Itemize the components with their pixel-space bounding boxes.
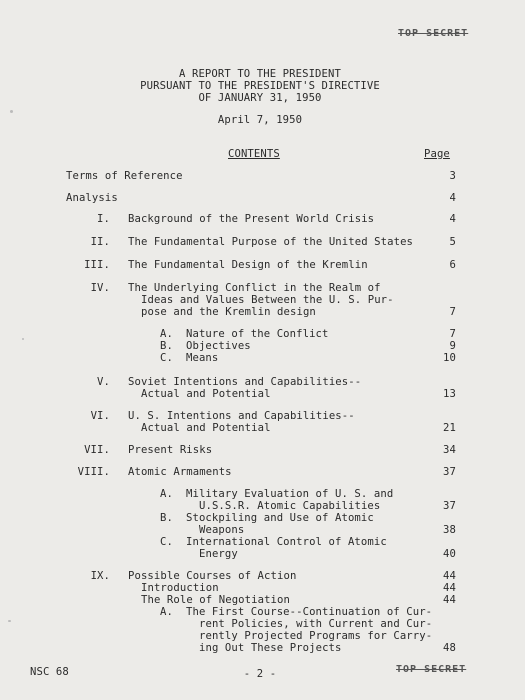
contents-title: CONTENTS: [228, 148, 280, 160]
entry-v-line-1: Soviet Intentions and Capabilities--: [128, 376, 362, 388]
entry-ix-text: Possible Courses of Action: [128, 570, 297, 582]
entry-viii-b-page: 38: [443, 524, 456, 536]
entry-ix-intro-page: 44: [443, 582, 456, 594]
header-line-1: A REPORT TO THE PRESIDENT: [179, 68, 341, 80]
entry-vi-page: 21: [443, 422, 456, 434]
entry-viii-b-line-1: Stockpiling and Use of Atomic: [186, 512, 374, 524]
footer-nsc-number: NSC 68: [30, 666, 69, 678]
entry-ii-num: II.: [90, 236, 110, 248]
paper-speck: [22, 338, 24, 340]
entry-iv-page: 7: [449, 306, 456, 318]
entry-terms-page: 3: [449, 170, 456, 182]
entry-vi-line-2: Actual and Potential: [141, 422, 271, 434]
entry-iv-c-page: 10: [443, 352, 456, 364]
header-line-3: OF JANUARY 31, 1950: [198, 92, 322, 104]
entry-viii-b-num: B.: [160, 512, 173, 524]
entry-iv-c-text: Means: [186, 352, 219, 364]
entry-v-num: V.: [97, 376, 110, 388]
entry-ix-a-line-3: rently Projected Programs for Carry-: [199, 630, 433, 642]
classification-stamp-top: TOP SECRET: [398, 28, 469, 39]
entry-iv-c-num: C.: [160, 352, 173, 364]
entry-viii-text: Atomic Armaments: [128, 466, 232, 478]
entry-i-num: I.: [97, 213, 110, 225]
entry-viii-num: VIII.: [77, 466, 110, 478]
entry-ix-page: 44: [443, 570, 456, 582]
entry-ix-negotiation-page: 44: [443, 594, 456, 606]
entry-analysis: Analysis: [66, 192, 118, 204]
entry-iv-line-3: pose and the Kremlin design: [141, 306, 316, 318]
header-line-2: PURSUANT TO THE PRESIDENT'S DIRECTIVE: [140, 80, 380, 92]
entry-iii-num: III.: [84, 259, 110, 271]
entry-viii-a-num: A.: [160, 488, 173, 500]
entry-iii-page: 6: [449, 259, 456, 271]
paper-speck: [10, 110, 13, 113]
footer-page-number: - 2 -: [243, 668, 277, 680]
entry-i-text: Background of the Present World Crisis: [128, 213, 375, 225]
entry-viii-a-line-2: U.S.S.R. Atomic Capabilities: [199, 500, 381, 512]
entry-terms: Terms of Reference: [66, 170, 183, 182]
entry-ix-a-page: 48: [443, 642, 456, 654]
report-date: April 7, 1950: [217, 114, 303, 126]
entry-v-line-2: Actual and Potential: [141, 388, 271, 400]
entry-iv-b-text: Objectives: [186, 340, 251, 352]
entry-viii-c-num: C.: [160, 536, 173, 548]
entry-ix-intro-text: Introduction: [141, 582, 219, 594]
entry-ix-negotiation-text: The Role of Negotiation: [141, 594, 290, 606]
entry-ix-a-line-1: The First Course--Continuation of Cur-: [186, 606, 433, 618]
entry-iv-line-1: The Underlying Conflict in the Realm of: [128, 282, 381, 294]
page-column-heading: Page: [424, 148, 450, 160]
paper-speck: [8, 620, 11, 622]
entry-viii-c-line-2: Energy: [199, 548, 238, 560]
entry-viii-page: 37: [443, 466, 456, 478]
entry-ii-page: 5: [449, 236, 456, 248]
entry-iii-text: The Fundamental Design of the Kremlin: [128, 259, 368, 271]
entry-ix-a-num: A.: [160, 606, 173, 618]
entry-viii-a-line-1: Military Evaluation of U. S. and: [186, 488, 394, 500]
entry-analysis-page: 4: [449, 192, 456, 204]
entry-iv-a-page: 7: [449, 328, 456, 340]
entry-ix-a-line-4: ing Out These Projects: [199, 642, 342, 654]
entry-vi-line-1: U. S. Intentions and Capabilities--: [128, 410, 355, 422]
entry-vii-text: Present Risks: [128, 444, 213, 456]
entry-iv-b-num: B.: [160, 340, 173, 352]
entry-i-page: 4: [449, 213, 456, 225]
entry-iv-b-page: 9: [449, 340, 456, 352]
entry-vi-num: VI.: [90, 410, 110, 422]
entry-viii-c-page: 40: [443, 548, 456, 560]
entry-ii-text: The Fundamental Purpose of the United States: [128, 236, 414, 248]
entry-iv-num: IV.: [90, 282, 110, 294]
classification-stamp-bottom: TOP SECRET: [396, 664, 467, 675]
entry-ix-num: IX.: [90, 570, 110, 582]
entry-iv-a-text: Nature of the Conflict: [186, 328, 329, 340]
entry-viii-b-line-2: Weapons: [199, 524, 245, 536]
entry-vii-num: VII.: [84, 444, 110, 456]
entry-viii-c-line-1: International Control of Atomic: [186, 536, 387, 548]
entry-vii-page: 34: [443, 444, 456, 456]
entry-ix-a-line-2: rent Policies, with Current and Cur-: [199, 618, 433, 630]
entry-viii-a-page: 37: [443, 500, 456, 512]
entry-iv-a-num: A.: [160, 328, 173, 340]
entry-iv-line-2: Ideas and Values Between the U. S. Pur-: [141, 294, 394, 306]
entry-v-page: 13: [443, 388, 456, 400]
